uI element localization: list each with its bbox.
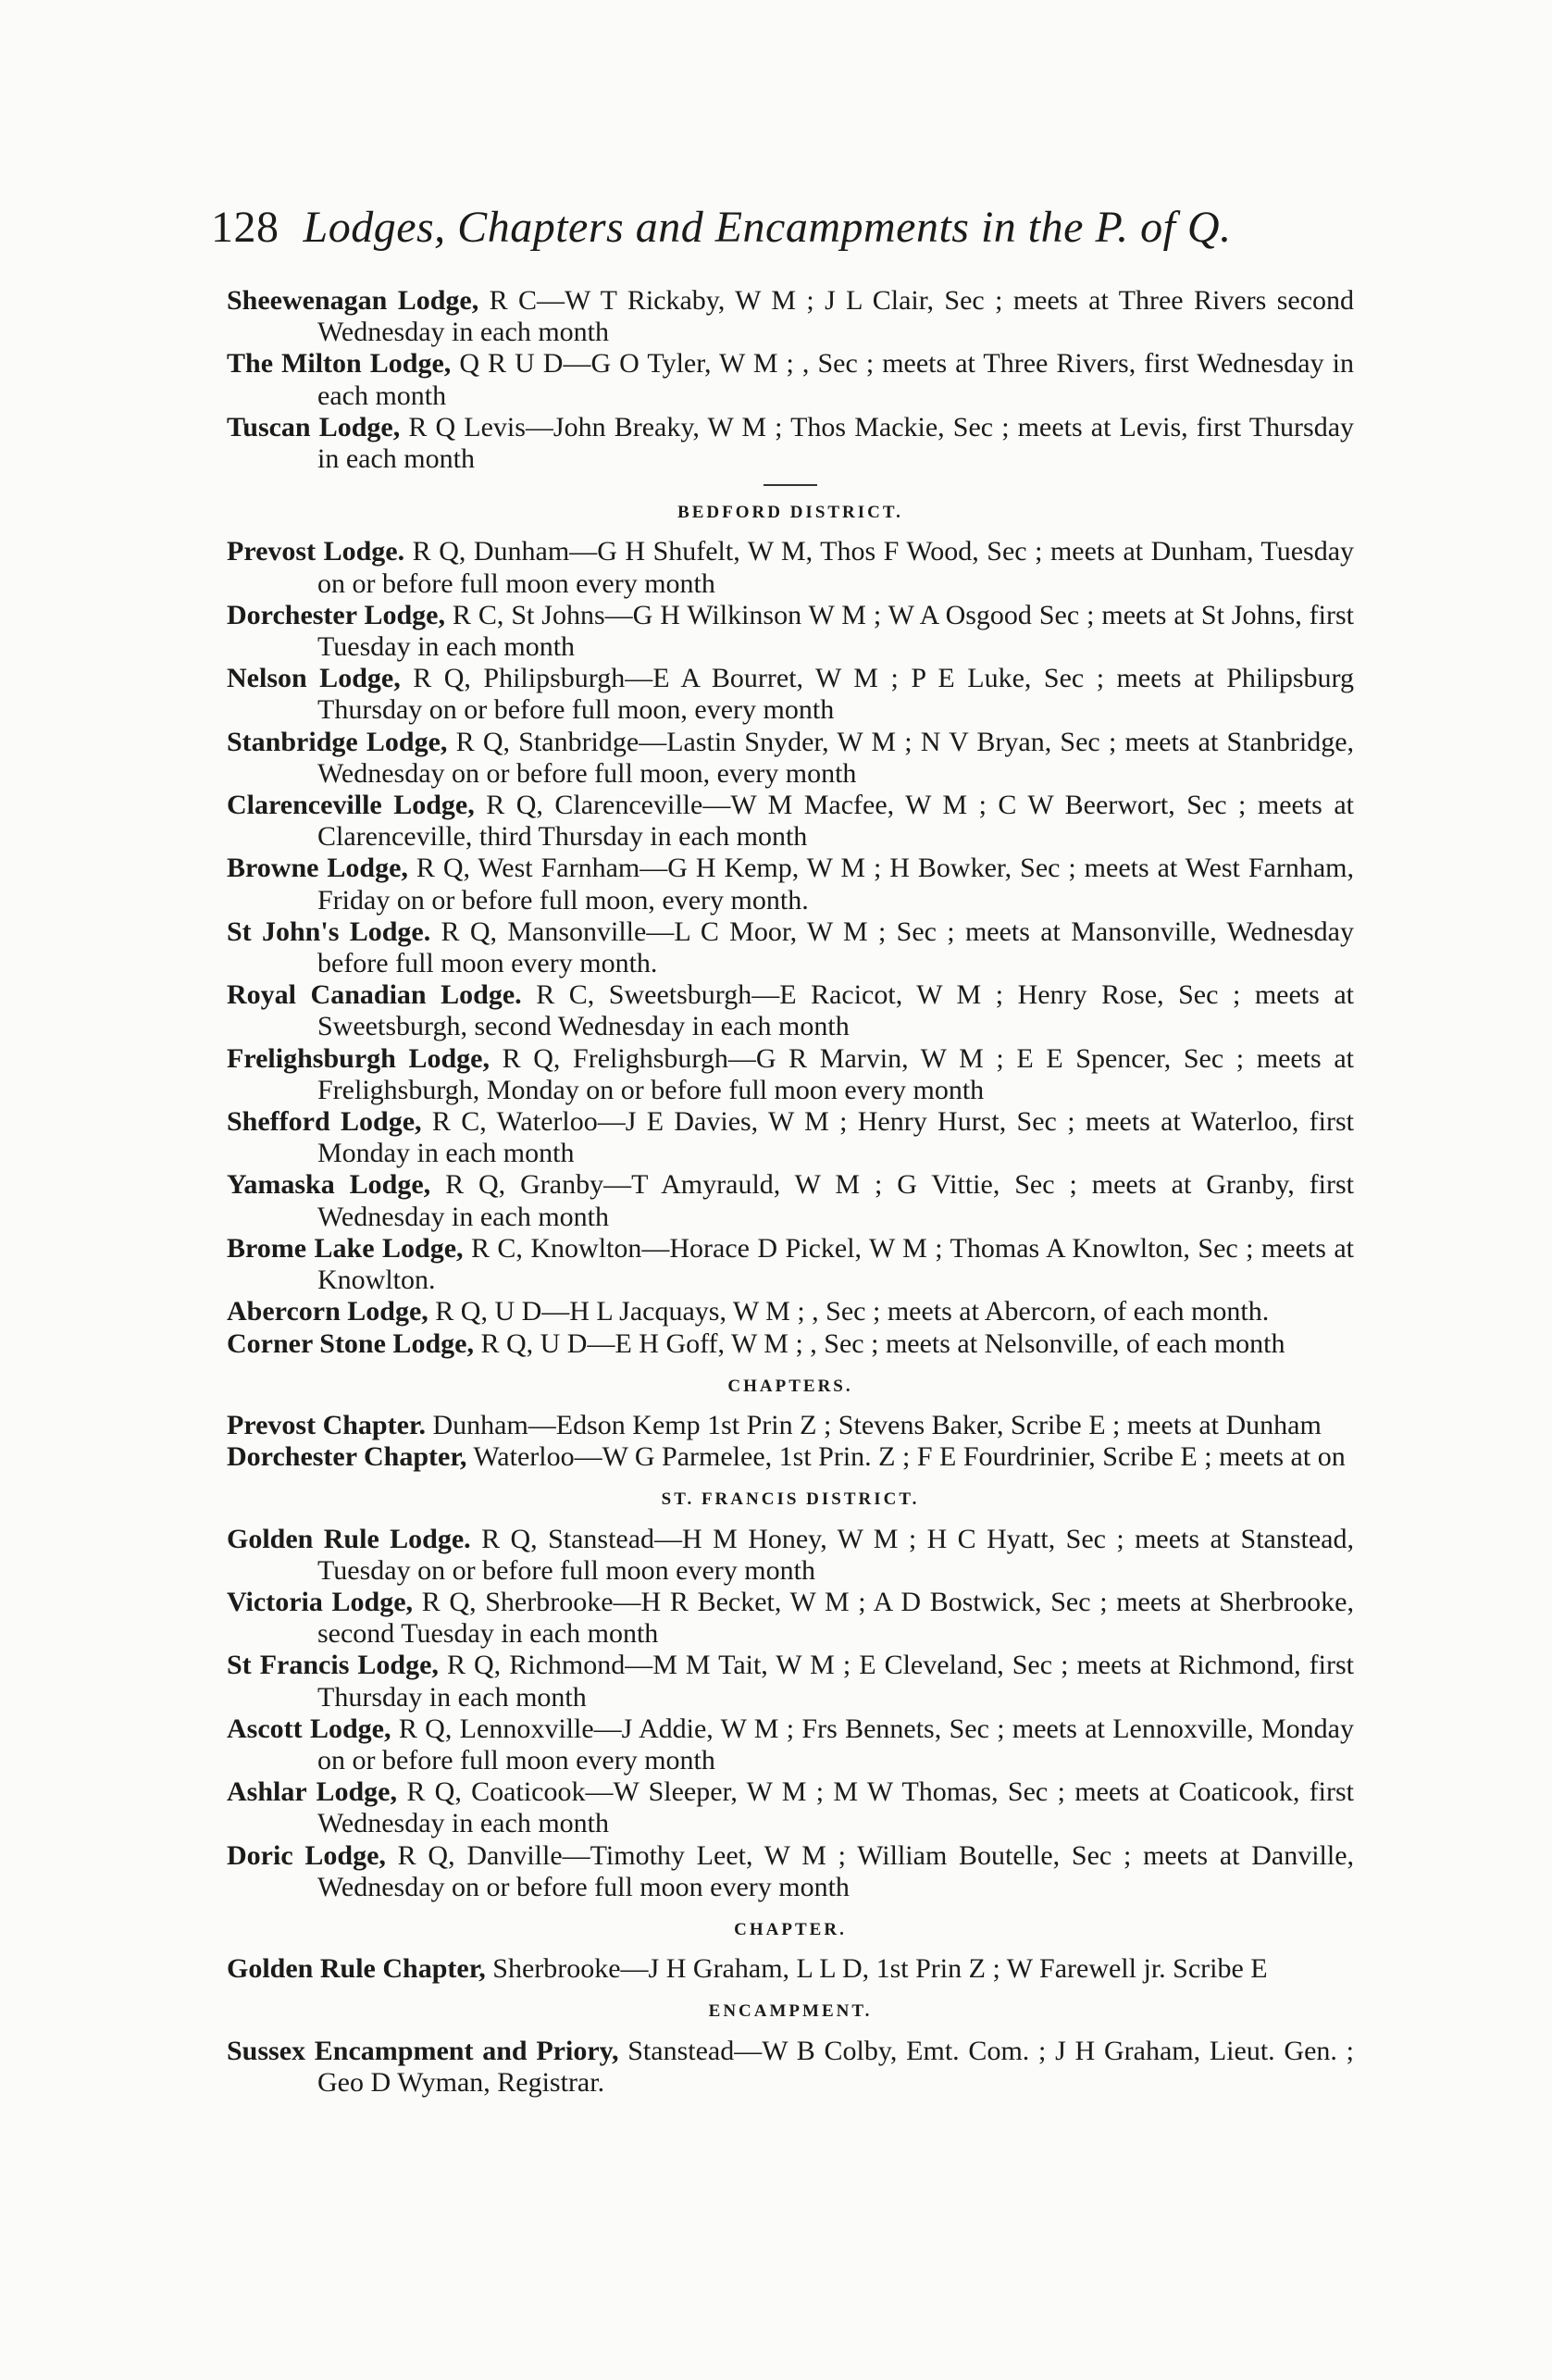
entry-details: R Q, Granby—T Amyrauld, W M ; G Vittie, Sec ; meets at Granby, first Wednesday in each month [317,1169,1355,1232]
entry-name: Golden Rule Chapter, [227,1953,486,1985]
entry-name: Stanbridge Lodge, [227,726,448,757]
lodge-entry [227,1106,1354,1169]
lodge-entry [227,1441,1354,1473]
entry-name: Golden Rule Lodge. [227,1523,471,1554]
lodge-entry [227,1524,1354,1587]
lodge-entry [227,536,1354,599]
lodge-entry [227,1328,1354,1360]
page-header [211,202,1368,253]
lodge-entry [227,790,1354,853]
entry-details: R C, Sweetsburgh—E Racicot, W M ; Henry Rose, Sec ; meets at Sweetsburgh, second Wednesday in each month [317,979,1354,1042]
entry-name: Victoria Lodge, [227,1586,414,1617]
lodge-entry [227,1776,1354,1839]
entry-name: Yamaska Lodge, [227,1169,431,1201]
lodge-entry [227,1410,1354,1441]
entry-name: Clarenceville Lodge, [227,790,475,821]
entry-name: Prevost Chapter. [227,1409,426,1440]
lodge-entry [227,1840,1354,1903]
entry-details: R Q, U D—E H Goff, W M ; , Sec ; meets at Nelsonville, of each month [480,1327,1285,1359]
entry-name: Ashlar Lodge, [227,1776,397,1808]
entry-details: R C—W T Rickaby, W M ; J L Clair, Sec ; meets at Three Rivers second Wednesday in each month [317,285,1355,348]
lodge-entry [227,1587,1354,1650]
entry-details: R Q, Coaticook—W Sleeper, W M ; M W Thomas, Sec ; meets at Coaticook, first Wednesday in each month [317,1776,1355,1839]
entry-name: Tuscan Lodge, [227,411,401,442]
lodge-entry [227,1233,1354,1296]
lodge-entry [227,663,1354,726]
entry-name: Dorchester Chapter, [227,1441,467,1473]
entry-name: Shefford Lodge, [227,1106,422,1138]
lodge-entry [227,1043,1354,1106]
section [227,1484,1354,1903]
entry-details: R Q, West Farnham—G H Kemp, W M ; H Bowker, Sec ; meets at West Farnham, Friday on or before full moon, every month. [317,853,1354,916]
lodge-entry [227,1953,1354,1985]
lodge-entry [227,348,1354,411]
section-heading: CHAPTERS. [727,1376,853,1396]
entry-name: Frelighsburgh Lodge, [227,1042,490,1074]
lodge-entry [227,1713,1354,1776]
entry-name: Sussex Encampment and Priory, [227,2035,619,2066]
entry-name: Corner Stone Lodge, [227,1327,474,1359]
section [227,1371,1354,1474]
entry-details: R Q, Danville—Timothy Leet, W M ; William Boutelle, Sec ; meets at Danville, Wednesday on or before full moon every month [317,1839,1355,1902]
entry-details: R Q, Philipsburgh—E A Bourret, W M ; P E Luke, Sec ; meets at Philipsburg Thursday on or before full moon, every month [317,663,1355,726]
entry-details: Q R U D—G O Tyler, W M ; , Sec ; meets at Three Rivers, first Wednesday in each month [317,348,1354,411]
entry-details: R Q, Richmond—M M Tait, W M ; E Cleveland, Sec ; meets at Richmond, first Thursday in each month [317,1650,1355,1713]
section-rule [764,484,817,486]
entry-name: Brome Lake Lodge, [227,1232,464,1264]
entry-name: St John's Lodge. [227,916,431,947]
directory-listing [227,285,1354,2099]
entry-details: R Q, Stanbridge—Lastin Snyder, W M ; N V Bryan, Sec ; meets at Stanbridge, Wednesday on or before full moon, every month [317,726,1355,789]
entry-details: Stanstead—W B Colby, Emt. Com. ; J H Graham, Lieut. Gen. ; Geo D Wyman, Registrar. [317,2035,1354,2098]
entry-name: Nelson Lodge, [227,663,401,694]
entry-details: R Q, Lennoxville—J Addie, W M ; Frs Bennets, Sec ; meets at Lennoxville, Monday on or before full moon every month [317,1713,1354,1776]
entry-details: R C, Waterloo—J E Davies, W M ; Henry Hurst, Sec ; meets at Waterloo, first Monday in each month [317,1106,1354,1169]
entry-name: Dorchester Lodge, [227,599,445,630]
entry-details: R Q, U D—H L Jacquays, W M ; , Sec ; meets at Abercorn, of each month. [435,1296,1270,1327]
lodge-entry [227,2036,1354,2099]
section [227,1914,1354,1985]
entry-details: R Q, Dunham—G H Shufelt, W M, Thos F Wood, Sec ; meets at Dunham, Tuesday on or before full moon every month [317,536,1355,599]
section [227,285,1354,475]
section-heading: BEDFORD DISTRICT. [677,503,903,523]
lodge-entry [227,412,1354,475]
entry-details: R Q Levis—John Breaky, W M ; Thos Mackie, Sec ; meets at Levis, first Thursday in each month [317,411,1355,475]
lodge-entry [227,727,1354,790]
running-title: Lodges, Chapters and Encampments in the P. of Q. [303,203,1232,252]
lodge-entry [227,1169,1354,1232]
entry-name: Doric Lodge, [227,1839,386,1871]
lodge-entry [227,1296,1354,1327]
entry-details: R C, St Johns—G H Wilkinson W M ; W A Osgood Sec ; meets at St Johns, first Tuesday in each month [317,599,1355,663]
section-heading: ENCAMPMENT. [708,2001,873,2022]
lodge-entry [227,285,1354,348]
lodge-entry [227,853,1354,916]
entry-details: R Q, Frelighsburgh—G R Marvin, W M ; E E Spencer, Sec ; meets at Frelighsburgh, Monday on or before full moon every month [317,1042,1355,1105]
entry-details: Waterloo—W G Parmelee, 1st Prin. Z ; F E Fourdrinier, Scribe E ; meets at on [473,1441,1346,1473]
lodge-entry [227,916,1354,979]
lodge-entry [227,979,1354,1042]
section [227,484,1354,1359]
entry-name: Abercorn Lodge, [227,1296,428,1327]
entry-details: R Q, Mansonville—L C Moor, W M ; Sec ; meets at Mansonville, Wednesday before full moon every month. [317,916,1354,979]
entry-name: Browne Lodge, [227,853,408,884]
entry-details: R Q, Clarenceville—W M Macfee, W M ; C W Beerwort, Sec ; meets at Clarenceville, third Thursday in each month [317,790,1354,853]
section-heading: CHAPTER. [734,1919,847,1939]
entry-name: Prevost Lodge. [227,536,405,567]
section-heading: ST. FRANCIS DISTRICT. [661,1489,920,1510]
page-number: 128 [211,203,279,252]
entry-details: Sherbrooke—J H Graham, L L D, 1st Prin Z ; W Farewell jr. Scribe E [492,1953,1268,1985]
entry-name: St Francis Lodge, [227,1650,439,1681]
entry-name: The Milton Lodge, [227,348,452,380]
lodge-entry [227,1650,1354,1713]
entry-details: R Q, Stanstead—H M Honey, W M ; H C Hyatt, Sec ; meets at Stanstead, Tuesday on or before full moon every month [317,1523,1355,1586]
entry-name: Royal Canadian Lodge. [227,979,522,1011]
entry-name: Ascott Lodge, [227,1713,391,1744]
entry-name: Sheewenagan Lodge, [227,285,479,316]
lodge-entry [227,600,1354,663]
entry-details: R C, Knowlton—Horace D Pickel, W M ; Thomas A Knowlton, Sec ; meets at Knowlton. [317,1232,1355,1296]
section [227,1996,1354,2099]
entry-details: Dunham—Edson Kemp 1st Prin Z ; Stevens Baker, Scribe E ; meets at Dunham [432,1409,1322,1440]
entry-details: R Q, Sherbrooke—H R Becket, W M ; A D Bostwick, Sec ; meets at Sherbrooke, second Tuesday in each month [317,1586,1354,1650]
